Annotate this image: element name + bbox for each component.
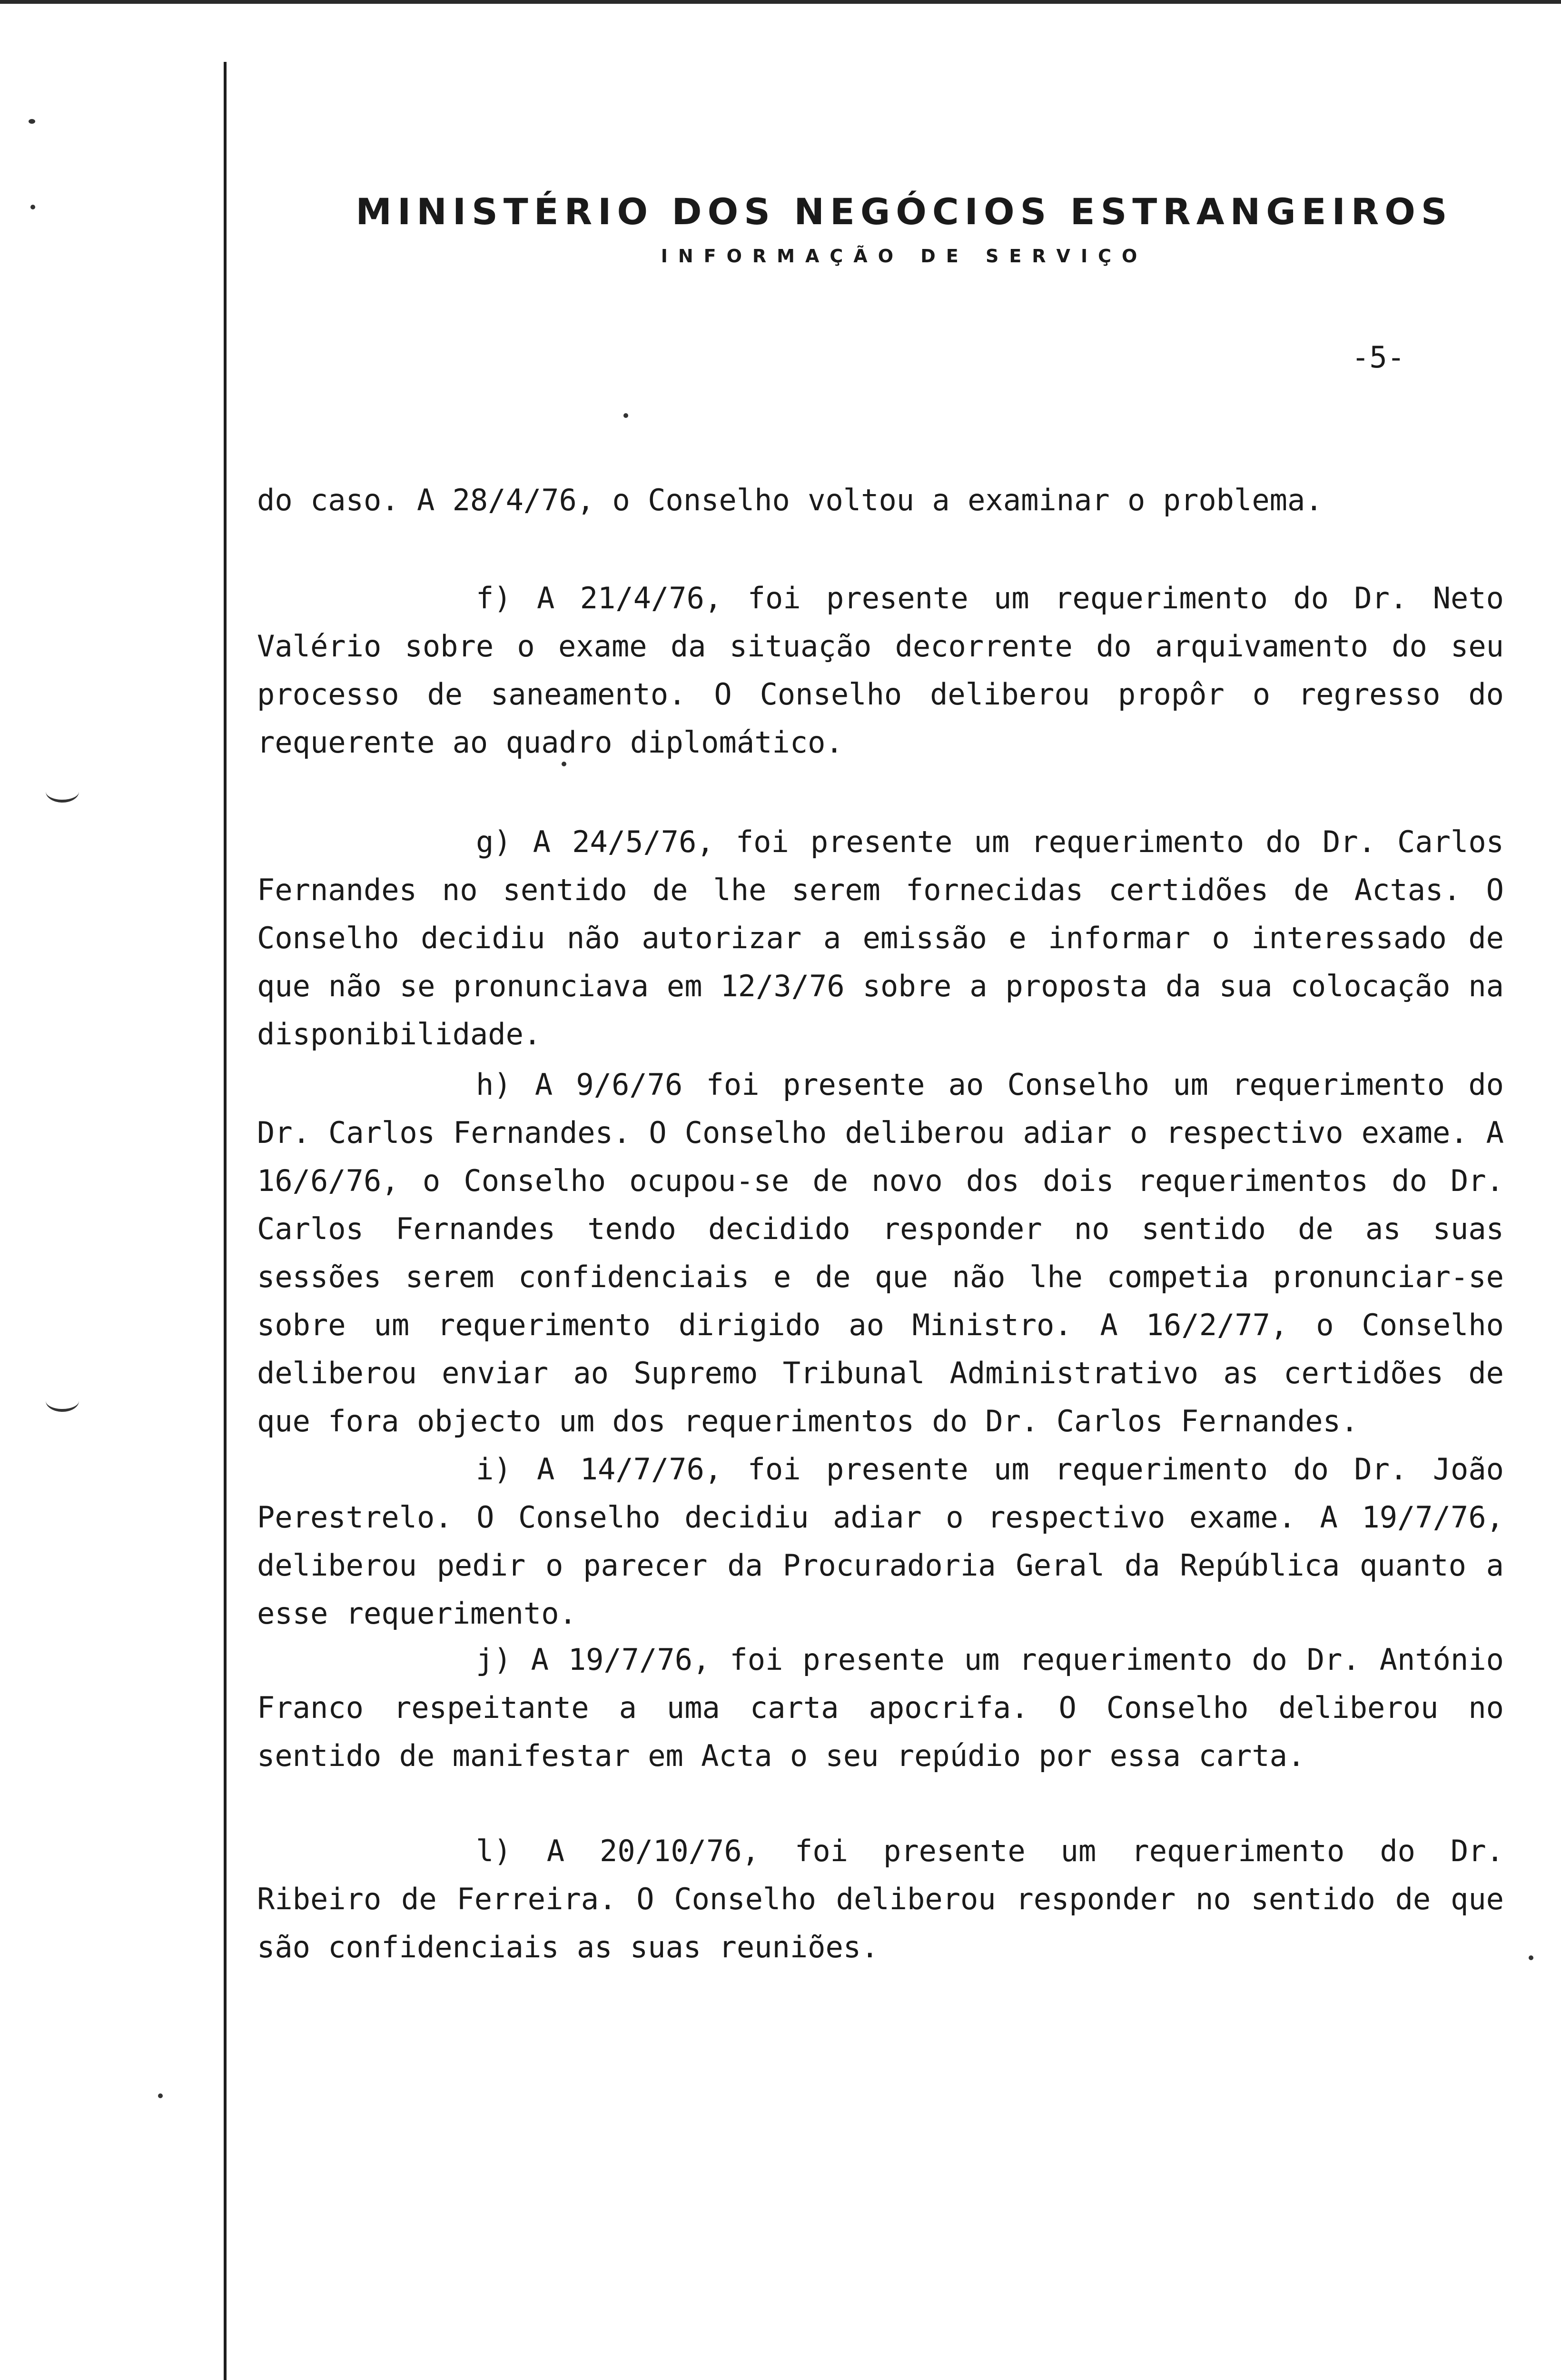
paragraph-text: A 19/7/76, foi presente um requerimento do Dr. António Franco respeitante a uma carta apocrifa. O Conselho deliberou no sentido de manifestar em Acta o seu repúdio por essa carta. bbox=[257, 1642, 1504, 1773]
punch-hole-mark bbox=[46, 781, 79, 803]
scan-speck bbox=[29, 119, 35, 124]
left-margin-rule bbox=[224, 62, 227, 2380]
paragraph-label: h) bbox=[476, 1067, 512, 1102]
paragraph-text: A 14/7/76, foi presente um requerimento do Dr. João Perestrelo. O Conselho decidiu adiar o respectivo exame. A 19/7/76, deliberou pedir o parecer da Procuradoria Geral da República quanto a esse requerimento. bbox=[257, 1452, 1504, 1631]
paragraph-label: f) bbox=[476, 581, 512, 615]
paragraph-label: i) bbox=[476, 1452, 512, 1487]
paragraph-f bbox=[257, 574, 1504, 766]
paragraph-text: A 20/10/76, foi presente um requerimento do Dr. Ribeiro de Ferreira. O Conselho deliberou responder no sentido de que são confidenciais as suas reuniões. bbox=[257, 1834, 1504, 1964]
scan-speck bbox=[623, 413, 628, 418]
paragraph-label: g) bbox=[476, 824, 512, 859]
scan-speck bbox=[158, 2093, 163, 2098]
paragraph-continuation bbox=[257, 476, 1504, 524]
scan-speck bbox=[1529, 1955, 1533, 1960]
scan-speck bbox=[30, 205, 35, 209]
page-top-border bbox=[0, 0, 1561, 4]
punch-hole-mark bbox=[46, 1390, 79, 1412]
paragraph-text: do caso. A 28/4/76, o Conselho voltou a examinar o problema. bbox=[257, 483, 1323, 517]
paragraph-text: A 9/6/76 foi presente ao Conselho um requerimento do Dr. Carlos Fernandes. O Conselho deliberou adiar o respectivo exame. A 16/6/76, o Conselho ocupou-se de novo dos dois requerimentos do Dr. Carlos Fernandes tendo decidido responder no sentido de as suas sessões serem confidenciais e de que não lhe competia pronunciar-se sobre um requerimento dirigido ao Ministro. A 16/2/77, o Conselho deliberou enviar ao Supremo Tribunal Administrativo as certidões de que fora objecto um dos requerimentos do Dr. Carlos Fernandes. bbox=[257, 1067, 1504, 1438]
paragraph-l bbox=[257, 1827, 1504, 1971]
paragraph-label: l) bbox=[476, 1834, 512, 1868]
letterhead-ministry: MINISTÉRIO DOS NEGÓCIOS ESTRANGEIROS bbox=[356, 190, 1453, 233]
paragraph-label: j) bbox=[476, 1642, 512, 1677]
paragraph-text: A 24/5/76, foi presente um requerimento do Dr. Carlos Fernandes no sentido de lhe serem fornecidas certidões de Actas. O Conselho decidiu não autorizar a emissão e informar o interessado de que não se pronunciava em 12/3/76 sobre a proposta da sua colocação na disponibilidade. bbox=[257, 824, 1504, 1051]
paragraph-i bbox=[257, 1445, 1504, 1637]
scan-speck bbox=[562, 762, 566, 766]
paragraph-h bbox=[257, 1061, 1504, 1445]
paragraph-j bbox=[257, 1636, 1504, 1780]
paragraph-g bbox=[257, 818, 1504, 1058]
paragraph-text: A 21/4/76, foi presente um requerimento do Dr. Neto Valério sobre o exame da situação decorrente do arquivamento do seu processo de saneamento. O Conselho deliberou propôr o regresso do requerente ao quadro diplomático. bbox=[257, 581, 1504, 760]
letterhead-subtitle: INFORMAÇÃO DE SERVIÇO bbox=[661, 246, 1148, 267]
page-number: -5- bbox=[1352, 340, 1405, 375]
